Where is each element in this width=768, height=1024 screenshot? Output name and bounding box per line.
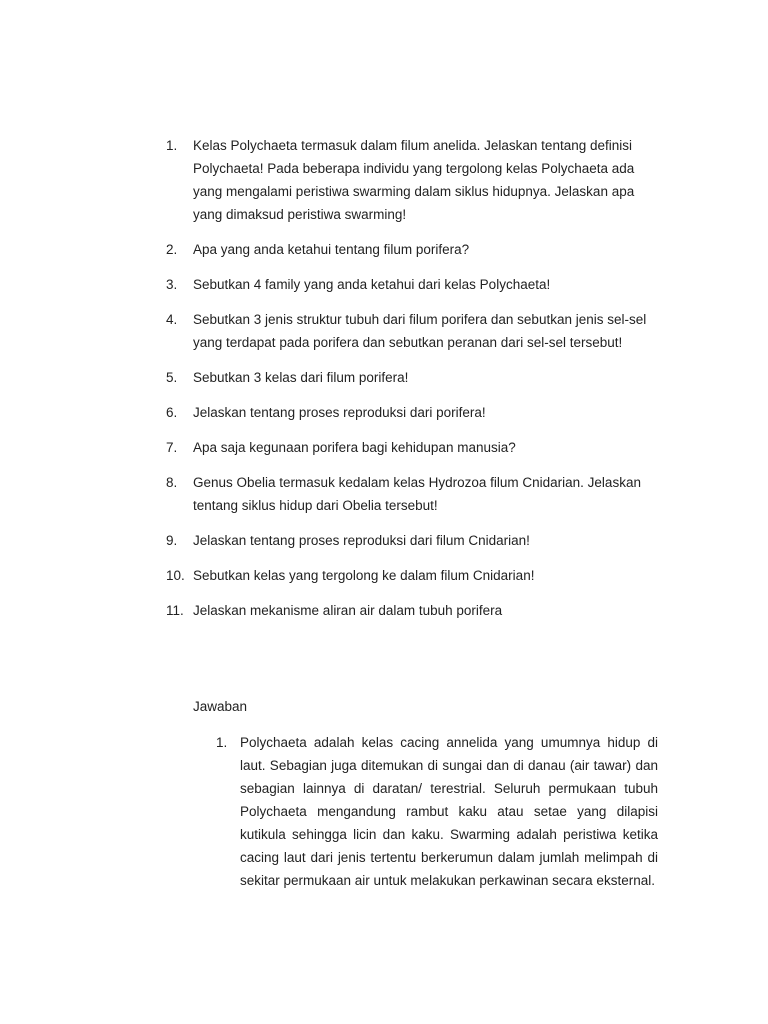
answer-number: 1.	[216, 735, 228, 750]
question-text: Jelaskan tentang proses reproduksi dari filum Cnidarian!	[193, 533, 530, 548]
question-text: Sebutkan 3 kelas dari filum porifera!	[193, 370, 409, 385]
question-list	[166, 134, 666, 634]
question-item	[166, 238, 666, 261]
question-text: Sebutkan 3 jenis struktur tubuh dari filum porifera dan sebutkan jenis sel-sel yang terdapat pada porifera dan sebutkan peranan dari sel-sel tersebut!	[193, 312, 647, 350]
question-item	[166, 308, 666, 354]
question-item	[166, 401, 666, 424]
question-number: 2.	[166, 242, 178, 257]
question-item	[166, 599, 666, 622]
question-item	[166, 564, 666, 587]
question-item	[166, 529, 666, 552]
answer-list	[216, 731, 658, 892]
question-text: Jelaskan mekanisme aliran air dalam tubuh porifera	[193, 603, 503, 618]
question-number: 6.	[166, 405, 178, 420]
question-item	[166, 366, 666, 389]
question-number: 11.	[166, 603, 184, 618]
question-number: 3.	[166, 277, 178, 292]
question-number: 1.	[166, 138, 178, 153]
question-item	[166, 273, 666, 296]
question-number: 5.	[166, 370, 178, 385]
question-text: Jelaskan tentang proses reproduksi dari porifera!	[193, 405, 486, 420]
question-text: Genus Obelia termasuk kedalam kelas Hydrozoa filum Cnidarian. Jelaskan tentang siklus hidup dari Obelia tersebut!	[193, 475, 641, 513]
answer-item	[216, 731, 658, 892]
question-text: Sebutkan 4 family yang anda ketahui dari kelas Polychaeta!	[193, 277, 551, 292]
answer-text: Polychaeta adalah kelas cacing annelida yang umumnya hidup di laut. Sebagian juga ditemukan di sungai dan di danau (air tawar) dan sebagian lainnya di daratan/ terestrial. Seluruh permukaan tubuh Polychaeta mengandung rambut kaku atau setae yang dilapisi kutikula sehingga licin dan kaku. Swarming adalah peristiwa ketika cacing laut dari jenis tertentu berkerumun dalam jumlah melimpah di sekitar permukaan air untuk melakukan perkawinan secara eksternal.	[240, 735, 658, 888]
question-number: 9.	[166, 533, 178, 548]
question-number: 10.	[166, 568, 185, 583]
question-text: Sebutkan kelas yang tergolong ke dalam filum Cnidarian!	[193, 568, 535, 583]
question-text: Apa saja kegunaan porifera bagi kehidupan manusia?	[193, 440, 516, 455]
question-number: 7.	[166, 440, 178, 455]
question-item	[166, 436, 666, 459]
question-number: 8.	[166, 475, 178, 490]
question-item	[166, 471, 666, 517]
question-text: Apa yang anda ketahui tentang filum porifera?	[193, 242, 470, 257]
question-text: Kelas Polychaeta termasuk dalam filum anelida. Jelaskan tentang definisi Polychaeta! Pada beberapa individu yang tergolong kelas Polychaeta ada yang mengalami peristiwa swarming dalam siklus hidupnya. Jelaskan apa yang dimaksud peristiwa swarming!	[193, 138, 635, 222]
question-number: 4.	[166, 312, 178, 327]
answer-heading: Jawaban	[193, 699, 248, 714]
question-item	[166, 134, 666, 226]
